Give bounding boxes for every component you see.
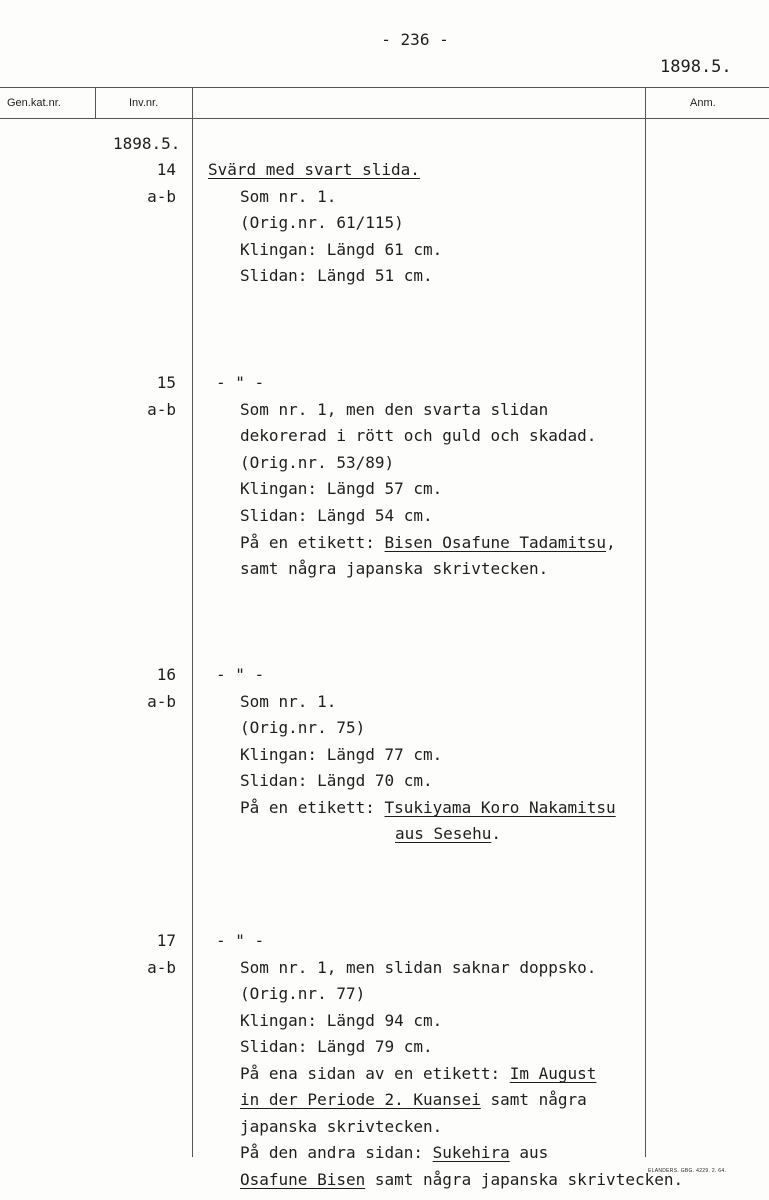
- label-text: Sukehira: [432, 1143, 510, 1162]
- inv-number: 17: [156, 931, 176, 950]
- inv-subnumber: a-b: [147, 692, 176, 711]
- inv-number: 16: [156, 665, 176, 684]
- entry-line: (Orig.nr. 75): [240, 718, 366, 737]
- ditto-mark: - " -: [216, 373, 265, 392]
- entry-line: Som nr. 1, men slidan saknar doppsko.: [240, 958, 597, 977]
- label-side-two: [240, 1140, 548, 1167]
- label-suffix: samt några japanska skrivtecken.: [365, 1170, 684, 1189]
- column-divider-gen: [95, 87, 96, 118]
- entry-line: Klingan: Längd 77 cm.: [240, 745, 443, 764]
- entry-line: Slidan: Längd 79 cm.: [240, 1037, 433, 1056]
- entry-line: Som nr. 1.: [240, 187, 337, 206]
- label-text: Osafune Bisen: [240, 1170, 366, 1189]
- label-line: [240, 795, 616, 822]
- inv-subnumber: a-b: [147, 187, 176, 206]
- column-header-anm: Anm.: [690, 97, 716, 109]
- entry-line: Som nr. 1.: [240, 692, 337, 711]
- label-suffix: .: [491, 824, 501, 843]
- label-line: [240, 530, 616, 557]
- entry-line: Slidan: Längd 54 cm.: [240, 506, 433, 525]
- entry-line: Klingan: Längd 94 cm.: [240, 1011, 443, 1030]
- entry-line: (Orig.nr. 53/89): [240, 453, 395, 472]
- inv-subnumber: a-b: [147, 958, 176, 977]
- label-text: aus Sesehu: [395, 824, 492, 843]
- label-side-two-cont: [240, 1167, 683, 1194]
- entry-line: Slidan: Längd 51 cm.: [240, 266, 433, 285]
- label-mid: aus: [509, 1143, 549, 1162]
- column-divider-inv: [192, 87, 193, 1157]
- ditto-mark: - " -: [216, 665, 265, 684]
- label-prefix: På ena sidan av en etikett:: [240, 1064, 510, 1083]
- label-text: Tsukiyama Koro Nakamitsu: [384, 798, 616, 817]
- entry-line: Som nr. 1, men den svarta slidan: [240, 400, 549, 419]
- label-text: Bisen Osafune Tadamitsu: [384, 533, 607, 552]
- entry-line: Slidan: Längd 70 cm.: [240, 771, 433, 790]
- entry-line: dekorerad i rött och guld och skadad.: [240, 426, 597, 445]
- label-prefix: På en etikett:: [240, 798, 385, 817]
- label-text: in der Periode 2. Kuansei: [240, 1090, 481, 1109]
- label-prefix: På en etikett:: [240, 533, 385, 552]
- entry-line: samt några japanska skrivtecken.: [240, 559, 549, 578]
- label-prefix: På den andra sidan:: [240, 1143, 433, 1162]
- inv-number: 15: [156, 373, 176, 392]
- table-header-rule: [0, 118, 769, 119]
- entry-line: Klingan: Längd 57 cm.: [240, 479, 443, 498]
- label-text: Im August: [509, 1064, 597, 1083]
- label-continuation: [395, 821, 501, 848]
- printer-mark: ELANDERS. GBG. 4229. 2. 64.: [648, 1168, 727, 1174]
- header-reference: 1898.5.: [660, 57, 732, 77]
- label-side-one: [240, 1061, 596, 1088]
- column-header-gen-kat-nr: Gen.kat.nr.: [7, 97, 61, 109]
- inv-subnumber: a-b: [147, 400, 176, 419]
- inv-number: 14: [156, 160, 176, 179]
- entry-line: Klingan: Längd 61 cm.: [240, 240, 443, 259]
- label-side-one-cont: [240, 1087, 587, 1114]
- column-header-inv-nr: Inv.nr.: [129, 97, 159, 109]
- ditto-mark: - " -: [216, 931, 265, 950]
- entry-title: Svärd med svart slida.: [208, 160, 420, 179]
- label-suffix: samt några: [480, 1090, 587, 1109]
- group-reference: 1898.5.: [113, 134, 181, 153]
- page-number: - 236 -: [381, 30, 449, 49]
- entry-line: (Orig.nr. 77): [240, 984, 366, 1003]
- entry-line: japanska skrivtecken.: [240, 1117, 443, 1136]
- entry-line: (Orig.nr. 61/115): [240, 213, 404, 232]
- column-divider-anm: [645, 87, 646, 1157]
- table-top-rule: [0, 87, 769, 88]
- label-suffix: ,: [606, 533, 616, 552]
